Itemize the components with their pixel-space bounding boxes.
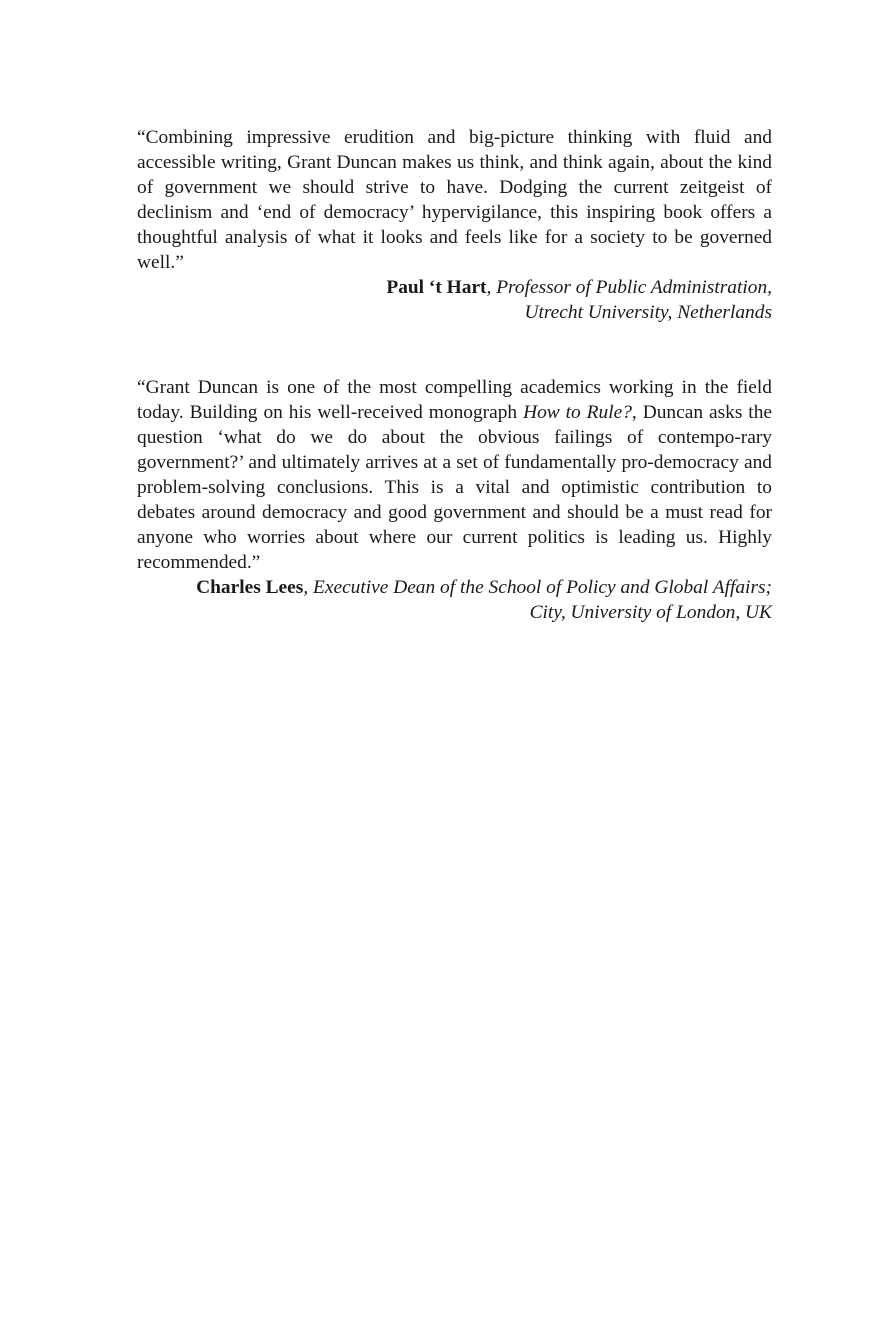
endorser-name: Charles Lees bbox=[196, 577, 304, 598]
endorsement-attribution bbox=[137, 275, 772, 325]
quote-text-end: , Duncan asks the question ‘what do we do about the obvious failings of contempo-rary government?’ and ultimately arrives at a set of fundamentally pro-democracy and problem-solving conclusions. This is a vital and optimistic contribution to debates around democracy and good government and should be a must read for anyone who worries about where our current politics is leading us. Highly recommended.” bbox=[137, 402, 772, 573]
quote-text-start: “Grant Duncan is one of the most compelling academics working in the field today. Building on his well-received monograph bbox=[137, 377, 772, 423]
endorsement-hart bbox=[137, 125, 772, 325]
endorsement-attribution bbox=[137, 575, 772, 625]
endorser-affiliation: , Executive Dean of the School of Policy and Global Affairs; bbox=[303, 577, 772, 598]
endorsement-lees bbox=[137, 375, 772, 625]
endorser-institution: City, University of London, UK bbox=[529, 602, 772, 623]
book-title: How to Rule? bbox=[523, 402, 632, 423]
endorser-name: Paul ‘t Hart bbox=[386, 277, 487, 298]
endorser-affiliation: , Professor of Public Administration, bbox=[486, 277, 772, 298]
spacer bbox=[137, 325, 772, 375]
endorsement-quote bbox=[137, 375, 772, 575]
endorsement-quote: “Combining impressive erudition and big-picture thinking with fluid and accessible writing, Grant Duncan makes us think, and think again, about the kind of government we should strive to have. Dodging the current zeitgeist of declinism and ‘end of democracy’ hypervigilance, this inspiring book offers a thoughtful analysis of what it looks and feels like for a society to be governed well.” bbox=[137, 127, 772, 273]
page bbox=[137, 125, 772, 625]
endorser-institution: Utrecht University, Netherlands bbox=[524, 302, 772, 323]
